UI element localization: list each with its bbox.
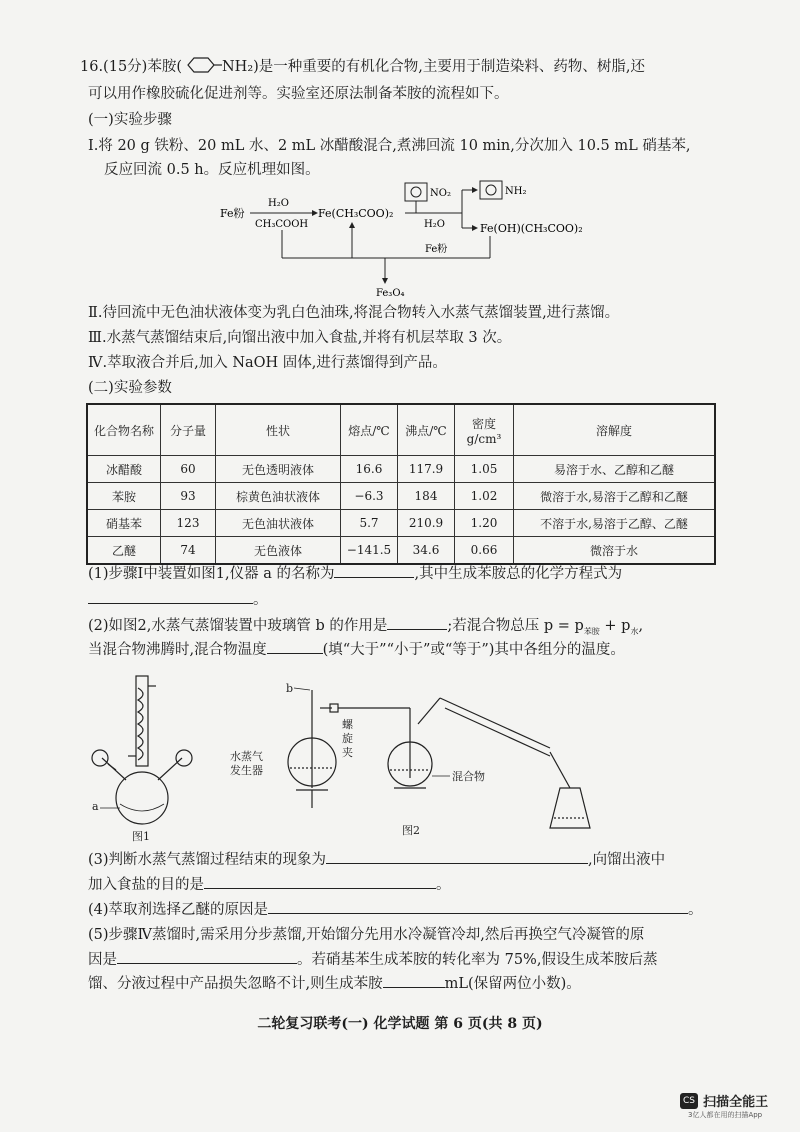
table-header-cell: 熔点/℃ [341, 404, 398, 456]
table-row [87, 483, 715, 510]
table-header-cell: 化合物名称 [87, 404, 161, 456]
scanner-watermark [680, 1090, 769, 1119]
scanner-logo-icon: CS [680, 1093, 698, 1109]
q2-sub-aniline: 苯胺 [583, 626, 600, 636]
reaction-mechanism-diagram [200, 178, 620, 298]
table-header-cell: 溶解度 [514, 404, 716, 456]
mech-fe3o4: Fe₃O₄ [376, 288, 405, 298]
mech-acoh: CH₃COOH [255, 219, 309, 230]
question-intro-a: 16.(15分)苯胺( [80, 59, 182, 75]
table-cell: 0.66 [455, 537, 514, 565]
step1-line1: Ⅰ.将 20 g 铁粉、20 mL 水、2 mL 冰醋酸混合,煮沸回流 10 min,分次加入 10.5 mL 硝基苯, [88, 138, 691, 154]
table-cell: 1.20 [455, 510, 514, 537]
question-1-line2 [88, 589, 268, 610]
figure2-label-b: b [286, 682, 294, 695]
step4: Ⅳ.萃取液合并后,加入 NaOH 固体,进行蒸馏得到产品。 [88, 355, 447, 371]
aniline-nh2: NH₂ [221, 59, 254, 75]
step3: Ⅲ.水蒸气蒸馏结束后,向馏出液中加入食盐,并将有机层萃取 3 次。 [88, 330, 512, 346]
q2-text-d: , [638, 618, 644, 634]
q2-blank-temperature[interactable] [267, 639, 323, 654]
q2-sub-water: 水 [630, 626, 639, 636]
table-row [87, 537, 715, 565]
q3-text-b: ,向馏出液中 [588, 852, 666, 868]
figure2-clamp-1: 螺 [342, 718, 353, 731]
q3-line2-b: 。 [436, 877, 451, 893]
q3-text-a: (3)判断水蒸气蒸馏过程结束的现象为 [88, 852, 327, 868]
table-cell: 微溶于水 [514, 537, 716, 565]
q2-blank-tube-b[interactable] [387, 615, 447, 630]
figure2-clamp-2: 旋 [342, 732, 353, 745]
question-4 [88, 899, 703, 920]
table-cell: 不溶于水,易溶于乙醇、乙醚 [514, 510, 716, 537]
mech-nitro: NO₂ [430, 188, 451, 199]
question-intro-line2: 可以用作橡胶硫化促进剂等。实验室还原法制备苯胺的流程如下。 [88, 86, 509, 102]
q3-blank-phenomenon[interactable] [326, 849, 588, 864]
q2-line2-b: (填“大于”“小于”或“等于”)其中各组分的温度。 [322, 642, 625, 658]
table-cell: −6.3 [341, 483, 398, 510]
mech-fe-powder: Fe粉 [220, 207, 245, 220]
section-params-title: (二)实验参数 [88, 380, 172, 396]
table-cell: 60 [161, 456, 216, 483]
benzene-ring-icon [182, 56, 222, 74]
table-cell: 1.05 [455, 456, 514, 483]
mech-fe-oh: Fe(OH)(CH₃COO)₂ [480, 222, 583, 235]
q3-blank-salt-purpose[interactable] [204, 874, 436, 889]
q4-text-a: (4)萃取剂选择乙醚的原因是 [88, 902, 269, 918]
step1-line2: 反应回流 0.5 h。反应机理如图。 [104, 162, 320, 178]
question-5-line2 [88, 949, 657, 970]
table-cell: 16.6 [341, 456, 398, 483]
figure1-label-a: a [92, 800, 99, 813]
q1-text-a: (1)步骤Ⅰ中装置如图1,仪器 a 的名称为 [88, 566, 335, 582]
table-row [87, 510, 715, 537]
table-cell: 93 [161, 483, 216, 510]
figure2-caption: 图2 [402, 824, 420, 837]
table-cell: 硝基苯 [87, 510, 161, 537]
question-5-line3 [88, 973, 581, 994]
q3-line2-a: 加入食盐的目的是 [88, 877, 204, 893]
figure2-clamp-3: 夹 [342, 746, 353, 759]
table-cell: 无色液体 [216, 537, 341, 565]
q5-line3-b: mL(保留两位小数)。 [444, 976, 581, 992]
table-cell: 117.9 [398, 456, 455, 483]
table-header-cell: 性状 [216, 404, 341, 456]
q4-blank-reason[interactable] [268, 899, 688, 914]
table-cell: 184 [398, 483, 455, 510]
figure2-steam-distillation [288, 690, 590, 828]
scanner-app-name: 扫描全能王 [703, 1095, 769, 1110]
table-cell: 冰醋酸 [87, 456, 161, 483]
table-cell: 苯胺 [87, 483, 161, 510]
figure2-mixture: 混合物 [452, 770, 485, 783]
q5-line2-a: 因是 [88, 952, 117, 968]
table-header-row [87, 404, 715, 456]
q1-text-b: ,其中生成苯胺总的化学方程式为 [414, 566, 623, 582]
table-cell: 1.02 [455, 483, 514, 510]
q5-line2-b: 。若硝基苯生成苯胺的转化率为 75%,假设生成苯胺后蒸 [297, 952, 658, 968]
question-2-line1 [88, 615, 643, 642]
table-cell: 74 [161, 537, 216, 565]
question-3-line2 [88, 874, 451, 895]
parameter-table [86, 403, 716, 565]
q4-text-b: 。 [688, 902, 703, 918]
q5-blank-reason[interactable] [117, 949, 297, 964]
question-5-line1: (5)步骤Ⅳ蒸馏时,需采用分步蒸馏,开始馏分先用水冷凝管冷却,然后再换空气冷凝管的原 [88, 927, 645, 943]
q1-blank-instrument[interactable] [334, 563, 414, 578]
q2-line2-a: 当混合物沸腾时,混合物温度 [88, 642, 267, 658]
table-header-cell: 密度 g/cm³ [455, 404, 514, 456]
question-1-line1 [88, 563, 622, 584]
question-intro-line1 [80, 56, 645, 77]
table-cell: 210.9 [398, 510, 455, 537]
q5-line3-a: 馏、分液过程中产品损失忽略不计,则生成苯胺 [88, 976, 383, 992]
q2-text-c: + p [599, 618, 631, 634]
table-header-cell: 分子量 [161, 404, 216, 456]
mech-amine: NH₂ [505, 186, 527, 197]
table-cell: 易溶于水、乙醇和乙醚 [514, 456, 716, 483]
table-cell: 微溶于水,易溶于乙醇和乙醚 [514, 483, 716, 510]
figure1-caption: 图1 [132, 830, 150, 843]
q5-blank-volume[interactable] [383, 973, 445, 988]
question-2-line2 [88, 639, 625, 660]
table-cell: 5.7 [341, 510, 398, 537]
step2: Ⅱ.待回流中无色油状液体变为乳白色油珠,将混合物转入水蒸气蒸馏装置,进行蒸馏。 [88, 305, 620, 321]
section-steps-title: (一)实验步骤 [88, 112, 172, 128]
question-3-line1 [88, 849, 665, 870]
table-cell: 123 [161, 510, 216, 537]
table-cell: 棕黄色油状液体 [216, 483, 341, 510]
figure2-generator-1: 水蒸气 [230, 750, 263, 763]
q2-text-a: (2)如图2,水蒸气蒸馏装置中玻璃管 b 的作用是 [88, 618, 388, 634]
mech-h2o-mid: H₂O [424, 219, 445, 230]
table-cell: 乙醚 [87, 537, 161, 565]
table-row [87, 456, 715, 483]
q1-blank-equation[interactable] [88, 589, 253, 604]
figure2-generator-2: 发生器 [230, 764, 263, 777]
q1-end: 。 [253, 592, 268, 608]
mech-h2o-top: H₂O [268, 198, 289, 209]
table-header-cell: 沸点/℃ [398, 404, 455, 456]
question-intro-b: )是一种重要的有机化合物,主要用于制造染料、药物、树脂,还 [253, 59, 646, 75]
table-cell: −141.5 [341, 537, 398, 565]
apparatus-figures [80, 668, 620, 848]
mech-fe-bottom: Fe粉 [425, 244, 448, 255]
table-cell: 无色透明液体 [216, 456, 341, 483]
table-cell: 无色油状液体 [216, 510, 341, 537]
mech-fe-acetate: Fe(CH₃COO)₂ [318, 207, 394, 220]
table-cell: 34.6 [398, 537, 455, 565]
q2-text-b: ;若混合物总压 p = p [447, 618, 584, 634]
page-footer: 二轮复习联考(一) 化学试题 第 6 页(共 8 页) [257, 1016, 543, 1032]
figure1-reflux-apparatus [92, 676, 192, 824]
scanner-tagline: 3亿人都在用的扫描App [688, 1111, 763, 1119]
